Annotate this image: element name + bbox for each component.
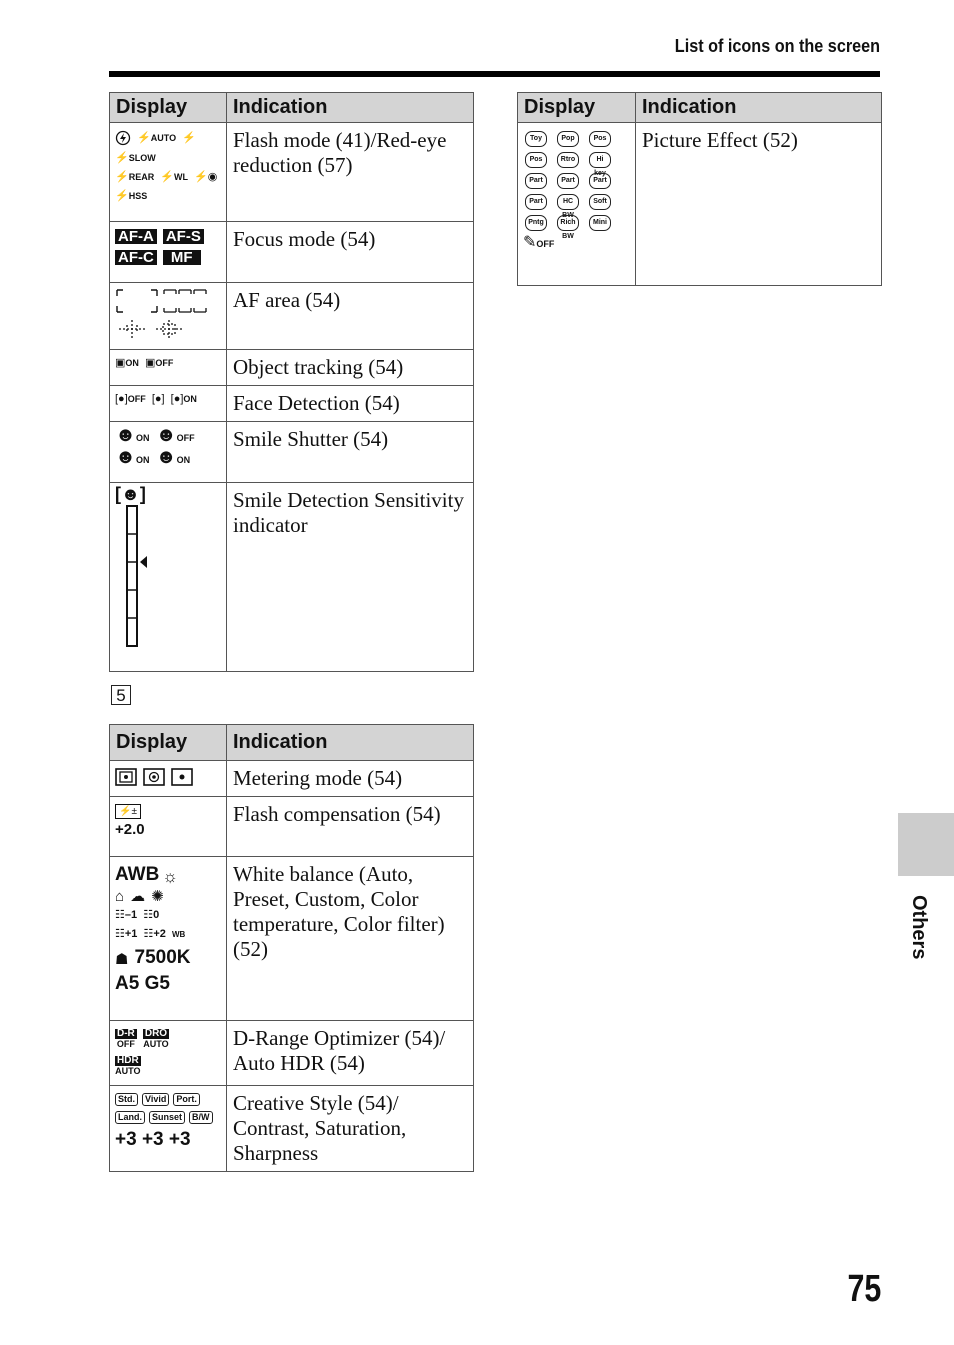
indication-cell: Creative Style (54)/ Contrast, Saturation, Sharpness (227, 1086, 474, 1172)
smile-on-icon: ☻ON (115, 424, 150, 446)
table-row (110, 283, 474, 350)
pop-color-icon: Pop (557, 131, 579, 147)
table-row (110, 1021, 474, 1086)
style-portrait-icon: Port. (173, 1093, 200, 1106)
metering-center-icon (143, 768, 165, 786)
smile-sensitivity-indicator (110, 483, 227, 672)
d-range-icons (110, 1021, 227, 1086)
table-row (110, 761, 474, 797)
fluorescent-day-white-icon: ☷+1 (115, 928, 138, 940)
indication-cell: AF area (54) (227, 283, 474, 350)
white-balance-icons (110, 857, 227, 1021)
flash-hss-icon: ⚡HSS (115, 190, 148, 202)
retro-photo-icon: Rtro (557, 152, 579, 168)
hdr-auto-icon: HDR AUTO (115, 1055, 141, 1076)
af-area-zone-icon (162, 288, 208, 314)
posterization-bw-icon: Pos (525, 152, 547, 168)
table-row (110, 386, 474, 422)
partial-color-blue-icon: Part (589, 173, 611, 189)
toy-camera-icon: Toy (525, 131, 547, 147)
style-vivid-icon: Vivid (142, 1093, 169, 1106)
col-indication: Indication (227, 93, 474, 123)
table-row (110, 123, 474, 222)
partial-color-green-icon: Part (557, 173, 579, 189)
indication-cell: Object tracking (54) (227, 350, 474, 386)
indication-cell: Flash compensation (54) (227, 797, 474, 857)
face-detection-on-icon: [●]ON (170, 393, 197, 405)
flash-comp-symbol-icon: ⚡± (115, 804, 141, 819)
af-c-icon: AF-C (115, 250, 157, 265)
indication-cell: White balance (Auto, Preset, Custom, Color temperature, Color filter) (52) (227, 857, 474, 1021)
smile-big-icon: ☻ON (155, 446, 191, 468)
rich-tone-mono-icon: Rich BW (557, 215, 579, 231)
af-a-icon: AF-A (115, 229, 157, 244)
flash-auto-icon: ⚡AUTO (137, 131, 177, 144)
mf-icon: MF (163, 250, 201, 265)
col-indication: Indication (636, 93, 882, 123)
smile-off-icon: ☻OFF (155, 424, 195, 446)
indication-cell: Metering mode (54) (227, 761, 474, 797)
indication-cell: D-Range Optimizer (54)/ Auto HDR (54) (227, 1021, 474, 1086)
tracking-on-icon: ▣ON (115, 357, 139, 369)
indication-cell: Flash mode (41)/Red-eye reduction (57) (227, 123, 474, 222)
flash-comp-value: +2.0 (115, 821, 145, 838)
partial-color-yellow-icon: Part (525, 194, 547, 210)
tracking-off-icon: ▣OFF (144, 357, 174, 369)
flash-mode-icons (110, 123, 227, 222)
af-area-center-icon (115, 318, 149, 340)
daylight-icon: ☼ (162, 866, 178, 886)
indication-cell: Picture Effect (52) (636, 123, 882, 286)
style-sunset-icon: Sunset (149, 1111, 185, 1124)
metering-icons (110, 761, 227, 797)
face-detection-off-icon: [●]OFF (115, 393, 146, 405)
smile-detection-icon: [☻] (115, 484, 146, 504)
fluorescent-daylight-icon: ☷+2 (143, 928, 166, 940)
color-filter-value: A5 G5 (115, 973, 170, 994)
picture-effect-off-icon: ✎OFF (523, 234, 555, 251)
indication-cell: Face Detection (54) (227, 386, 474, 422)
flash-off-icon (115, 130, 131, 146)
af-area-icons (110, 283, 227, 350)
col-display: Display (518, 93, 636, 123)
face-detection-icons (110, 386, 227, 422)
sensitivity-bar (115, 504, 155, 649)
flash-wb-icon: ☗ (115, 950, 129, 968)
shade-icon: ⌂ (115, 888, 125, 905)
table-row (110, 483, 474, 672)
color-temp-value: 7500K (134, 947, 191, 968)
icons-table-1 (109, 92, 474, 672)
smile-normal-icon: ☻ON (115, 446, 150, 468)
miniature-icon: Mini (589, 215, 611, 231)
picture-effect-icons (518, 123, 636, 286)
style-landscape-icon: Land. (115, 1111, 145, 1124)
flash-fill-icon: ⚡ (182, 131, 196, 144)
af-area-wide-icon (115, 288, 159, 314)
table-row (518, 123, 882, 286)
metering-spot-icon (171, 768, 193, 786)
side-tab[interactable] (898, 813, 954, 876)
af-area-flexible-icon (152, 318, 186, 340)
icons-table-2 (109, 724, 474, 1172)
section-marker-5: 5 (111, 685, 131, 705)
table-header-row (110, 93, 474, 123)
fluorescent-warm-icon: ☷–1 (115, 909, 138, 921)
custom-wb-icon: WB (171, 930, 186, 939)
style-adjust-values: +3 +3 +3 (115, 1129, 191, 1150)
table-row (110, 1086, 474, 1172)
table-row (110, 222, 474, 283)
creative-style-icons (110, 1086, 227, 1172)
partial-color-red-icon: Part (525, 173, 547, 189)
table-row (110, 422, 474, 483)
face-registration-icon: [●] (151, 393, 165, 405)
table-row (110, 797, 474, 857)
style-standard-icon: Std. (115, 1093, 138, 1106)
smile-shutter-icons (110, 422, 227, 483)
incandescent-icon: ✺ (151, 888, 164, 905)
side-tab-label: Others (908, 895, 930, 960)
soft-high-key-icon: Hi key (589, 152, 611, 168)
flash-compensation-icon (110, 797, 227, 857)
indication-cell: Smile Detection Sensitivity indicator (227, 483, 474, 672)
indication-cell: Focus mode (54) (227, 222, 474, 283)
red-eye-icon: ⚡◉ (194, 171, 218, 183)
hdr-painting-icon: Pntg (525, 215, 547, 231)
table-header-row (518, 93, 882, 123)
page-number: 75 (847, 1268, 881, 1310)
header-rule (109, 71, 880, 77)
posterization-color-icon: Pos (589, 131, 611, 147)
flash-wireless-icon: ⚡WL (160, 171, 188, 183)
fluorescent-cool-icon: ☷0 (143, 909, 160, 921)
metering-multi-icon (115, 768, 137, 786)
dro-off-icon: D-R OFF (116, 1028, 135, 1049)
table-header-row (110, 725, 474, 761)
af-s-icon: AF-S (163, 229, 204, 244)
col-display: Display (110, 725, 227, 761)
icons-table-3 (517, 92, 882, 286)
flash-rear-icon: ⚡REAR (115, 171, 155, 183)
dro-auto-icon: DRO AUTO (143, 1028, 169, 1049)
running-header: List of icons on the screen (674, 36, 880, 56)
focus-mode-icons (110, 222, 227, 283)
flash-slow-icon: ⚡SLOW (115, 152, 156, 164)
indication-cell: Smile Shutter (54) (227, 422, 474, 483)
table-row (110, 350, 474, 386)
cloudy-icon: ☁ (130, 888, 146, 905)
high-contrast-mono-icon: HC BW (557, 194, 579, 210)
col-indication: Indication (227, 725, 474, 761)
col-display: Display (110, 93, 227, 123)
awb-icon: AWB (115, 864, 160, 885)
object-tracking-icons (110, 350, 227, 386)
table-row (110, 857, 474, 1021)
style-bw-icon: B/W (189, 1111, 213, 1124)
soft-focus-icon: Soft (589, 194, 611, 210)
